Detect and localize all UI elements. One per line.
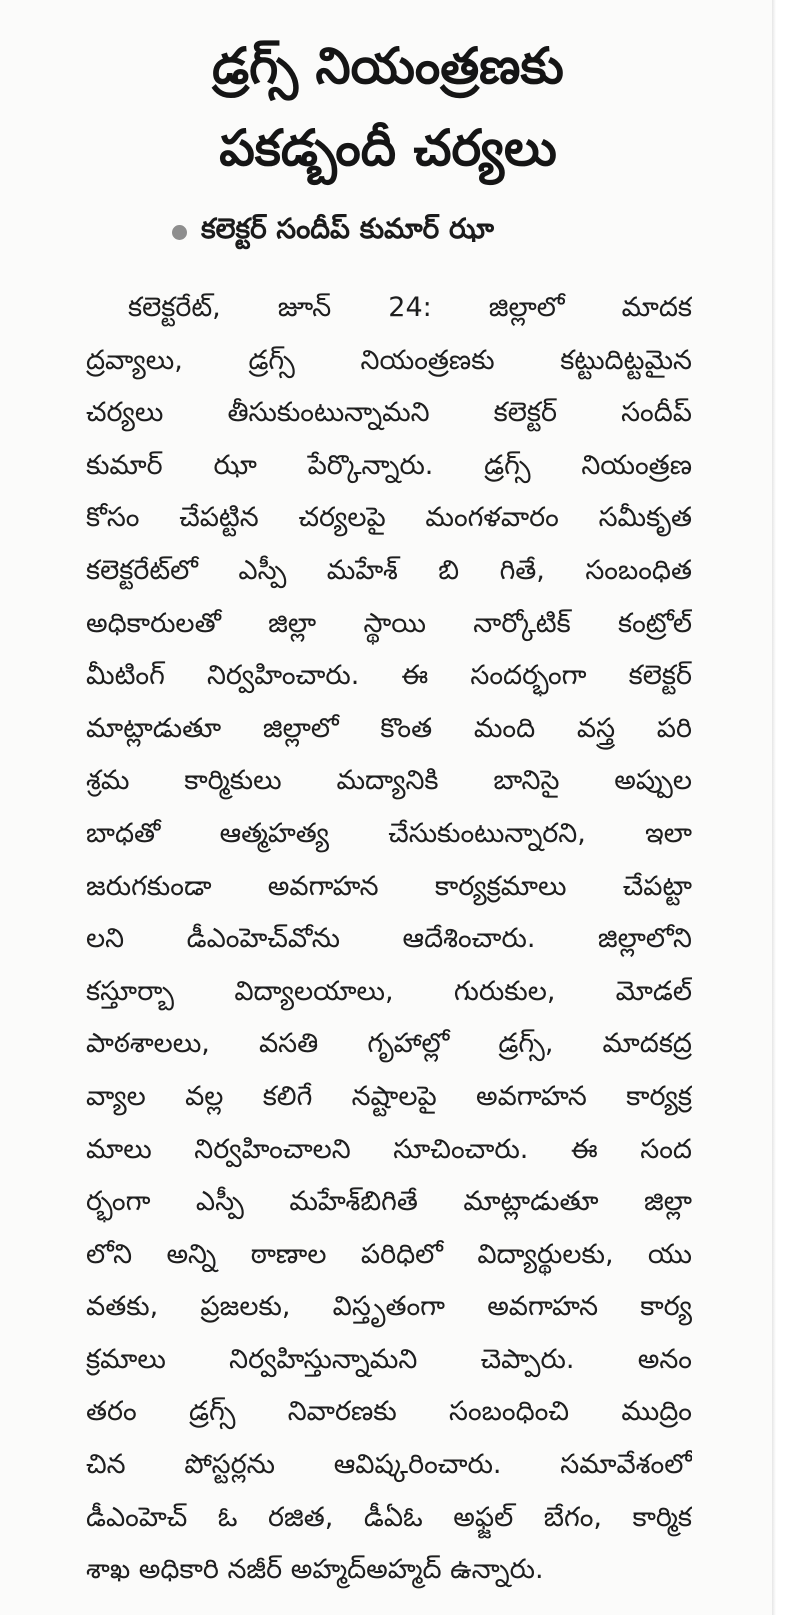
- bullet-icon: [172, 225, 187, 240]
- body-line: కస్తూర్బా విద్యాలయాలు, గురుకుల, మోడల్: [86, 975, 692, 1007]
- article-body: [86, 282, 692, 1597]
- body-line: వ్యాల వల్ల కలిగే నష్టాలపై అవగాహన కార్యక్ర: [86, 1080, 692, 1112]
- body-line: తరం డ్రగ్స్ నివారణకు సంబంధించి ముద్రిం: [86, 1396, 692, 1428]
- page-margin: [776, 0, 800, 1615]
- body-line: బాధతో ఆత్మహత్య చేసుకుంటున్నారని, ఇలా: [86, 817, 692, 849]
- body-line: పాఠశాలలు, వసతి గృహాల్లో డ్రగ్స్, మాదకద్ర: [86, 1028, 692, 1060]
- subheading-text: కలెక్టర్ సందీప్ కుమార్ ఝా: [201, 212, 494, 245]
- body-line: మీటింగ్ నిర్వహించారు. ఈ సందర్భంగా కలెక్టర్: [86, 660, 692, 692]
- headline-line-1: డ్రగ్స్ నియంత్రణకు: [212, 37, 564, 95]
- headline-line-2: పకడ్బందీ చర్యలు: [219, 119, 557, 177]
- body-line: కోసం చేపట్టిన చర్యలపై మంగళవారం సమీకృత: [86, 502, 692, 534]
- body-line: డీఎంహెచ్ ఓ రజిత, డీఏఓ అఫ్జల్ బేగం, కార్మిక: [86, 1501, 692, 1533]
- subheading: [172, 206, 494, 258]
- body-line: కుమార్ ఝా పేర్కొన్నారు. డ్రగ్స్ నియంత్రణ: [86, 449, 692, 481]
- body-line: వతకు, ప్రజలకు, విస్తృతంగా అవగాహన కార్య: [86, 1291, 692, 1323]
- body-line: లని డీఎంహెచ్‌వోను ఆదేశించారు. జిల్లాలోని: [86, 923, 692, 955]
- body-line: క్రమాలు నిర్వహిస్తున్నామని చెప్పారు. అనం: [86, 1343, 692, 1375]
- body-line: జరుగకుండా అవగాహన కార్యక్రమాలు చేపట్టా: [86, 870, 692, 902]
- body-line: లోని అన్ని ఠాణాల పరిధిలో విద్యార్థులకు, యు: [86, 1238, 692, 1270]
- body-line: శ్రమ కార్మికులు మద్యానికి బానిసై అప్పుల: [86, 765, 692, 797]
- body-line: కలెక్టరేట్, జూన్ 24: జిల్లాలో మాదక: [128, 292, 692, 323]
- body-line: ద్రవ్యాలు, డ్రగ్స్ నియంత్రణకు కట్టుదిట్టమైన: [86, 344, 692, 376]
- body-line: చర్యలు తీసుకుంటున్నామని కలెక్టర్ సందీప్: [86, 397, 692, 429]
- body-line: మాలు నిర్వహించాలని సూచించారు. ఈ సంద: [86, 1133, 692, 1165]
- body-line: చిన పోస్టర్లను ఆవిష్కరించారు. సమావేశంలో: [86, 1449, 692, 1481]
- body-line: ర్భంగా ఎస్పీ మహేశ్‌బిగితే మాట్లాడుతూ జిల్లా: [86, 1186, 692, 1218]
- body-line: అధికారులతో జిల్లా స్థాయి నార్కోటిక్ కంట్రోల్: [86, 607, 692, 639]
- body-line: శాఖ అధికారి నజీర్ అహ్మద్‌అహ్మద్ ఉన్నారు.: [86, 1554, 544, 1586]
- body-line: మాట్లాడుతూ జిల్లాలో కొంత మంది వస్త్ర పరి: [86, 712, 692, 744]
- body-line: కలెక్టరేట్‌లో ఎస్పీ మహేశ్ బి గితే, సంబంధిత: [86, 554, 692, 586]
